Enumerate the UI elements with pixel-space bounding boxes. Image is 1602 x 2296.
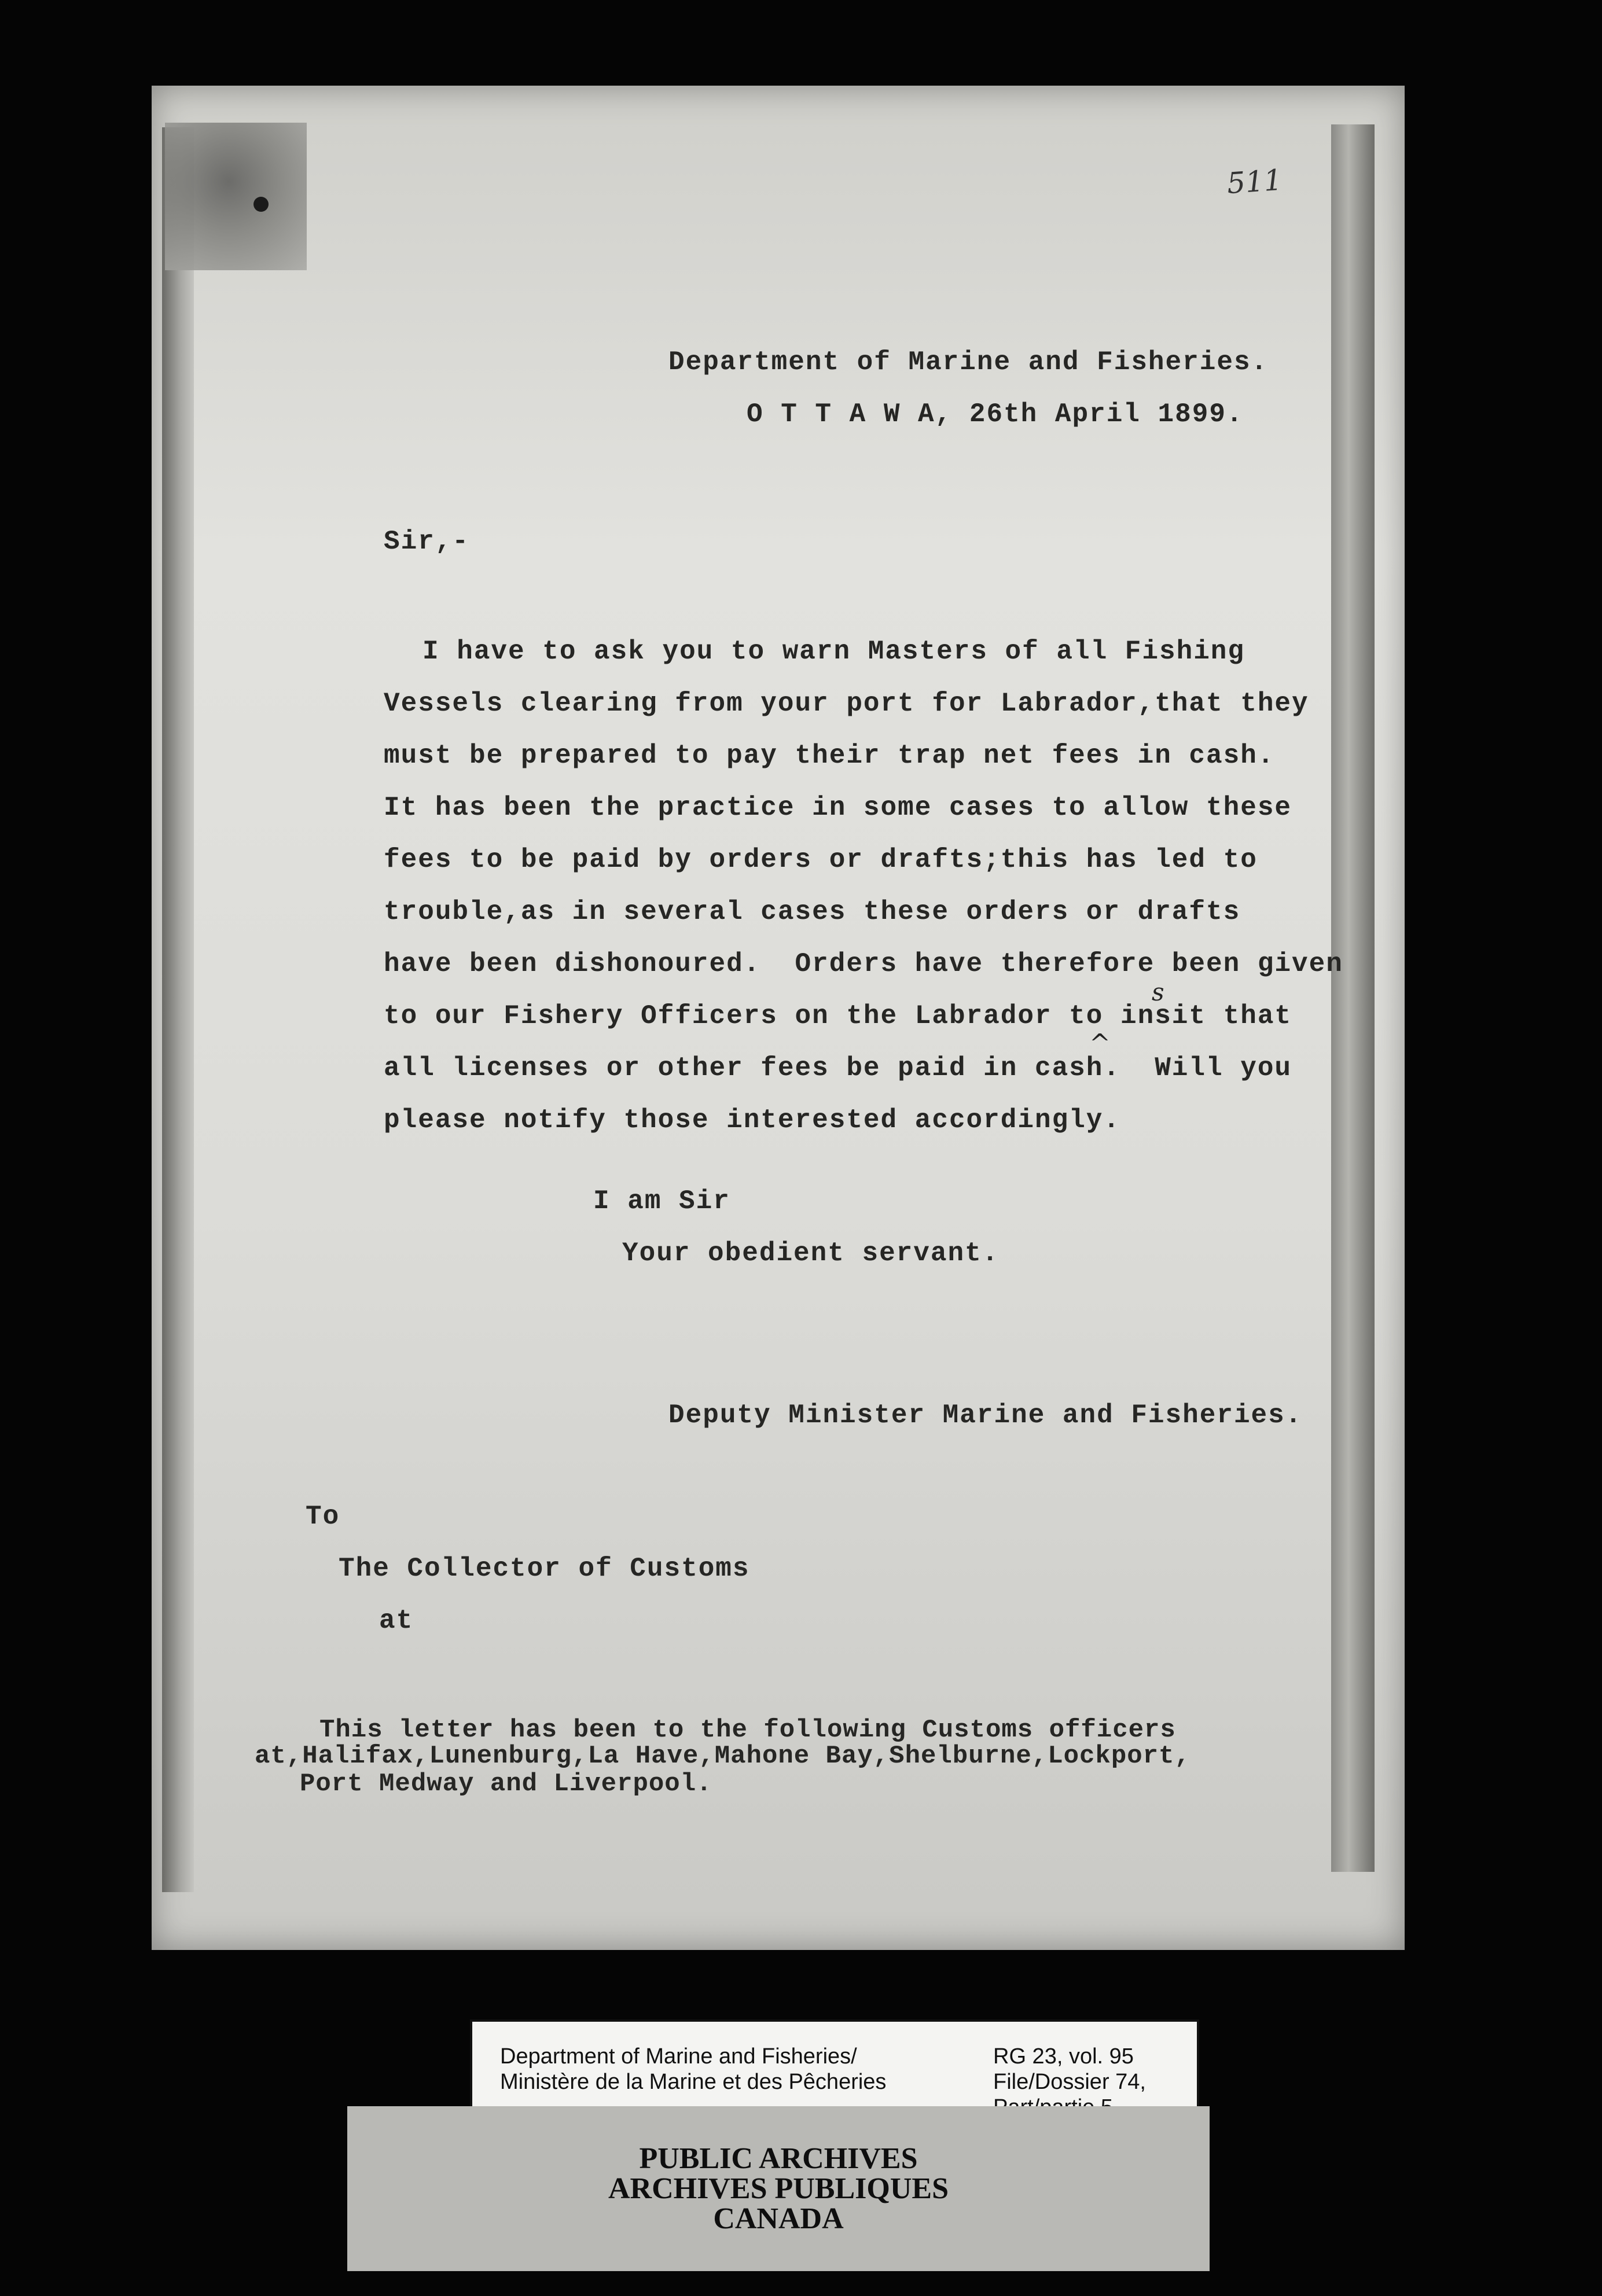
sheet-right-edge: [1331, 124, 1375, 1872]
handwritten-caret: ^: [1089, 1029, 1111, 1058]
archives-stamp: [347, 2106, 1210, 2271]
body-line: fees to be paid by orders or drafts;this has led to: [384, 845, 1258, 875]
sheet-left-edge: [162, 127, 194, 1892]
handwritten-insert-s: s: [1152, 978, 1164, 1006]
note-line: This letter has been to the following Customs officers: [319, 1716, 1176, 1745]
archive-label-department: [500, 2044, 886, 2095]
letterhead-department: Department of Marine and Fisheries.: [668, 347, 1269, 377]
label-line: File/Dossier 74,: [993, 2070, 1146, 2094]
body-line: must be prepared to pay their trap net fees in cash.: [384, 741, 1275, 771]
closing-line: I am Sir: [593, 1186, 730, 1216]
address-line: To: [306, 1502, 340, 1532]
body-line: It has been the practice in some cases to allow these: [384, 793, 1292, 823]
note-line: Port Medway and Liverpool.: [300, 1769, 712, 1798]
label-line: RG 23, vol. 95: [993, 2044, 1134, 2069]
corner-stain: [165, 123, 307, 270]
stamp-line: PUBLIC ARCHIVES: [639, 2142, 918, 2175]
body-line: to our Fishery Officers on the Labrador to insit that: [384, 1001, 1292, 1031]
letterhead-place-date: O T T A W A, 26th April 1899.: [747, 399, 1244, 429]
folio-number: 511: [1226, 163, 1284, 201]
stamp-line: CANADA: [713, 2202, 844, 2235]
closing-line: Your obedient servant.: [622, 1238, 1000, 1268]
salutation: Sir,-: [384, 527, 470, 557]
body-line: Vessels clearing from your port for Labrador,that they: [384, 689, 1309, 719]
note-line: at,Halifax,Lunenburg,La Have,Mahone Bay,Shelburne,Lockport,: [255, 1742, 1191, 1771]
body-line: trouble,as in several cases these orders or drafts: [384, 897, 1241, 927]
label-line: Ministère de la Marine et des Pêcheries: [500, 2070, 887, 2094]
body-line: all licenses or other fees be paid in cash. Will you: [384, 1053, 1292, 1083]
address-line: The Collector of Customs: [339, 1554, 750, 1584]
body-line: please notify those interested accordingly.: [384, 1105, 1120, 1135]
body-line: I have to ask you to warn Masters of all Fishing: [422, 636, 1245, 667]
label-line: Department of Marine and Fisheries/: [500, 2044, 857, 2069]
signature-title: Deputy Minister Marine and Fisheries.: [668, 1400, 1303, 1430]
address-line: at: [379, 1606, 414, 1636]
body-line: have been dishonoured. Orders have therefore been given: [384, 949, 1343, 979]
stamp-line: ARCHIVES PUBLIQUES: [608, 2172, 949, 2205]
punch-hole: [253, 197, 269, 212]
